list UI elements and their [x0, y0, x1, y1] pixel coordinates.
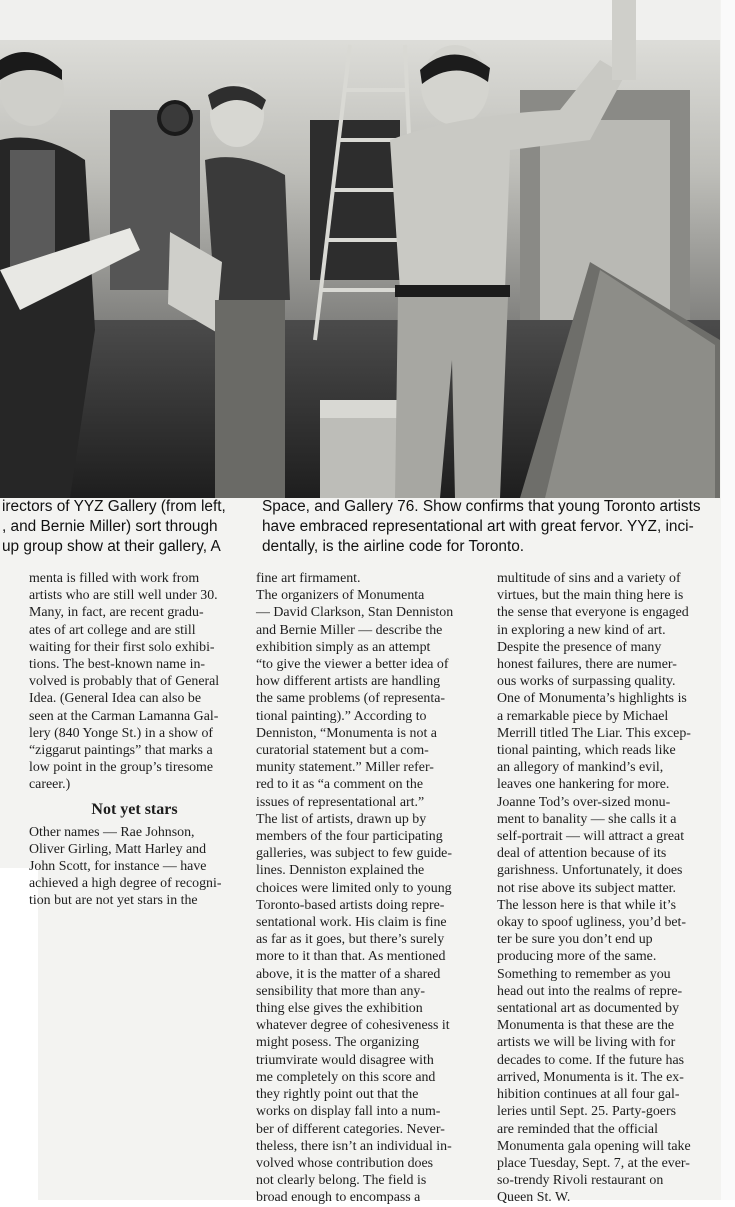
article-line: multitude of sins and a variety of — [497, 571, 681, 586]
article-line: thing else gives the exhibition — [256, 1001, 423, 1017]
article-line: a remarkable piece by Michael — [497, 708, 669, 724]
article-line: tions. The best-known name in- — [29, 657, 206, 673]
article-line: volved is probably that of General — [29, 674, 220, 690]
article-line: works on display fall into a num- — [256, 1104, 441, 1120]
article-line: Idea. (General Idea can also be — [29, 691, 201, 707]
article-line: and Bernie Miller — describe the — [256, 622, 443, 638]
article-line: more to it than that. As mentioned — [256, 949, 446, 965]
article-line: me completely on this score and — [256, 1069, 436, 1085]
article-line: honest failures, there are numer- — [497, 657, 677, 673]
article-line: hibition continues at all four gal- — [497, 1087, 680, 1103]
article-column-2 — [256, 570, 482, 1207]
article-line: Despite the presence of many — [497, 639, 662, 655]
article-subheading: Not yet stars — [91, 800, 178, 818]
article-line: fine art firmament. — [256, 571, 361, 586]
caption-line: have embraced representational art with great fervor. YYZ, inci- — [262, 518, 694, 535]
article-line: artists we will be living with for — [497, 1035, 676, 1051]
article-line: The list of artists, drawn up by — [256, 811, 427, 827]
photo-illustration — [0, 0, 720, 498]
article-line: red to it as “a comment on the — [256, 777, 424, 793]
article-line: above, it is the matter of a shared — [256, 966, 441, 982]
article-line: Queen St. W. — [497, 1190, 571, 1206]
article-line: Oliver Girling, Matt Harley and — [29, 841, 207, 857]
article-line: Many, in fact, are recent gradu- — [29, 605, 204, 621]
article-line: the same problems (of representa- — [256, 691, 445, 707]
caption-line: , and Bernie Miller) sort through — [2, 518, 218, 535]
article-line: Monumenta gala opening will take — [497, 1138, 691, 1154]
article-line: place Tuesday, Sept. 7, at the ever- — [497, 1155, 690, 1171]
article-line: are reminded that the official — [497, 1121, 658, 1137]
article-line: ber of different categories. Never- — [256, 1121, 445, 1137]
article-line: artists who are still well under 30. — [29, 588, 218, 604]
article-line: theless, there isn’t an individual in- — [256, 1138, 452, 1154]
article-line: sensibility that more than any- — [256, 983, 425, 999]
article-line: The organizers of Monumenta — [256, 588, 425, 604]
article-line: low point in the group’s tiresome — [29, 760, 214, 776]
article-line: achieved a high degree of recogni- — [29, 876, 222, 892]
article-line: tional painting).” According to — [256, 708, 427, 724]
article-line: triumvirate would disagree with — [256, 1052, 434, 1068]
article-line: broad enough to encompass a — [256, 1190, 421, 1206]
article-line: — David Clarkson, Stan Denniston — [256, 605, 454, 621]
article-line: The lesson here is that while it’s — [497, 897, 676, 913]
article-line: Joanne Tod’s over-sized monu- — [497, 794, 671, 810]
caption-line: dentally, is the airline code for Toronto. — [262, 538, 525, 555]
article-line: munity statement.” Miller refer- — [256, 760, 434, 776]
article-line: exhibition simply as an attempt — [256, 639, 431, 655]
article-line: they rightly point out that the — [256, 1087, 419, 1103]
article-line: galleries, was subject to few guide- — [256, 846, 452, 862]
article-line: ates of art college and are still — [29, 622, 196, 638]
article-line: okay to spoof ugliness, you’d bet- — [497, 915, 687, 931]
article-line: waiting for their first solo exhibi- — [29, 639, 215, 655]
article-line: Merrill titled The Liar. This excep- — [497, 725, 691, 741]
article-line: not clearly belong. The field is — [256, 1173, 427, 1189]
scan-edge — [721, 0, 735, 1200]
article-line: the sense that everyone is engaged — [497, 605, 689, 621]
article-line: leaves one hankering for more. — [497, 777, 670, 793]
article-line: arrived, Monumenta is it. The ex- — [497, 1069, 684, 1085]
article-line: decades to come. If the future has — [497, 1052, 685, 1068]
article-line: might posess. The organizing — [256, 1035, 420, 1051]
photo-caption-left — [2, 497, 242, 559]
article-line: members of the four participating — [256, 829, 443, 845]
article-line: so-trendy Rivoli restaurant on — [497, 1173, 664, 1189]
article-line: ment to banality — she calls it a — [497, 811, 677, 827]
article-line: curatorial statement but a com- — [256, 743, 429, 759]
caption-line: Space, and Gallery 76. Show confirms that young Toronto artists — [262, 498, 701, 515]
caption-line: irectors of YYZ Gallery (from left, — [2, 498, 226, 515]
article-line: lery (840 Yonge St.) in a show of — [29, 725, 214, 741]
article-line: “to give the viewer a better idea of — [256, 657, 449, 673]
article-line: in exploring a new kind of art. — [497, 622, 666, 638]
article-line: One of Monumenta’s highlights is — [497, 691, 687, 707]
article-line: ter be sure you don’t end up — [497, 932, 653, 948]
article-line: Toronto-based artists doing repre- — [256, 897, 445, 913]
photo-caption-right — [262, 497, 722, 559]
article-line: leries until Sept. 25. Party-goers — [497, 1104, 677, 1120]
article-line: issues of representational art.” — [256, 794, 425, 810]
article-line: sentational work. His claim is fine — [256, 915, 447, 931]
article-line: Something to remember as you — [497, 966, 671, 982]
article-column-3 — [497, 570, 723, 1207]
article-line: tional painting, which reads like — [497, 743, 676, 759]
article-line: head out into the realms of repre- — [497, 983, 683, 999]
article-line: tion but are not yet stars in the — [29, 893, 198, 909]
blank-margin — [0, 868, 38, 1200]
article-line: career.) — [29, 777, 71, 793]
article-line: Other names — Rae Johnson, — [29, 824, 195, 840]
article-line: as far as it goes, but there’s surely — [256, 932, 445, 948]
article-line: lines. Denniston explained the — [256, 863, 425, 879]
article-line: deal of attention because of its — [497, 846, 667, 862]
article-line: Monumenta is that these are the — [497, 1018, 675, 1034]
article-line: choices were limited only to young — [256, 880, 452, 896]
article-line: volved whose contribution does — [256, 1155, 434, 1171]
article-line: garishness. Unfortunately, it does — [497, 863, 683, 879]
article-line: Denniston, “Monumenta is not a — [256, 725, 437, 741]
article-line: not rise above its subject matter. — [497, 880, 676, 896]
article-line: an allegory of mankind’s evil, — [497, 760, 664, 776]
article-line: menta is filled with work from — [29, 571, 200, 586]
article-line: seen at the Carman Lamanna Gal- — [29, 708, 219, 724]
article-line: virtues, but the main thing here is — [497, 588, 684, 604]
article-line: sentational art as documented by — [497, 1001, 680, 1017]
article-line: John Scott, for instance — have — [29, 859, 207, 875]
article-column-1 — [29, 570, 240, 910]
article-line: self-portrait — will attract a great — [497, 829, 685, 845]
article-line: “ziggarut paintings” that marks a — [29, 743, 213, 759]
photo-image — [0, 0, 720, 498]
article-line: how different artists are handling — [256, 674, 441, 690]
article-line: ous works of surpassing quality. — [497, 674, 676, 690]
article-line: whatever degree of cohesiveness it — [256, 1018, 450, 1034]
caption-line: up group show at their gallery, A — [2, 538, 221, 555]
article-line: producing more of the same. — [497, 949, 657, 965]
